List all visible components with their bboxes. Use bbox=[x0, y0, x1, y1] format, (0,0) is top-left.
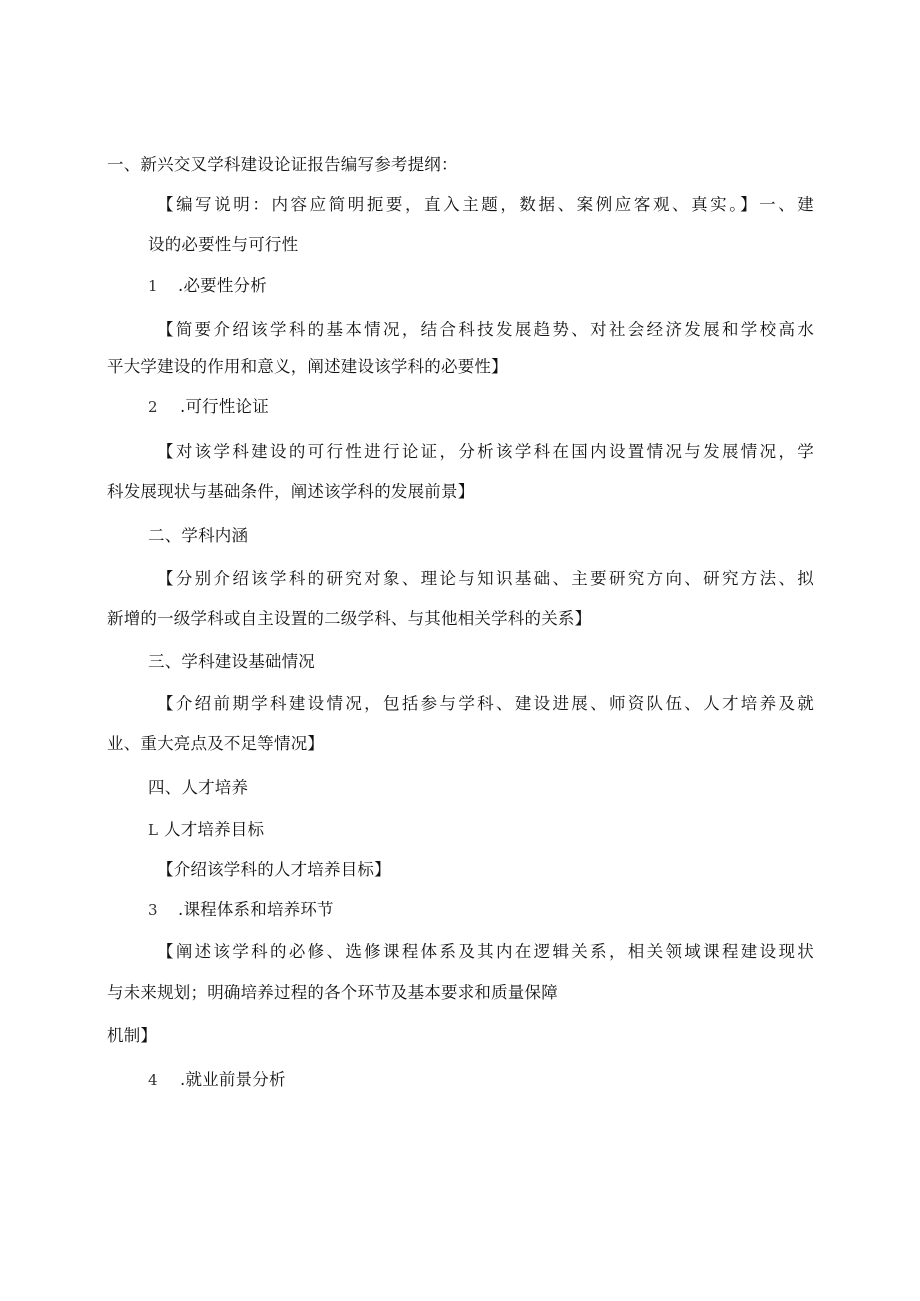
section-title: .必要性分析 bbox=[178, 276, 267, 295]
part-three-description-line-1: 【介绍前期学科建设情况，包括参与学科、建设进展、师资队伍、人才培养及就 bbox=[157, 694, 814, 713]
section-number: 4 bbox=[148, 1071, 158, 1089]
training-goal-description: 【介绍该学科的人才培养目标】 bbox=[157, 860, 391, 879]
necessity-description-line-2: 平大学建设的作用和意义，阐述建设该学科的必要性】 bbox=[107, 357, 508, 376]
part-two-description-line-1: 【分别介绍该学科的研究对象、理论与知识基础、主要研究方向、研究方法、拟 bbox=[157, 569, 814, 588]
section-title: 人才培养目标 bbox=[164, 820, 265, 839]
training-goal-heading bbox=[148, 819, 264, 841]
part-two-description-line-2: 新增的一级学科或自主设置的二级学科、与其他相关学科的关系】 bbox=[107, 609, 592, 628]
part-three-description-line-2: 业、重大亮点及不足等情况】 bbox=[107, 734, 325, 753]
section-number: 1 bbox=[148, 277, 158, 295]
section-number: 2 bbox=[148, 398, 158, 416]
part-three-heading: 三、学科建设基础情况 bbox=[148, 652, 315, 671]
section-title: .课程体系和培养环节 bbox=[178, 900, 334, 919]
document-heading: 一、新兴交叉学科建设论证报告编写参考提纲： bbox=[107, 155, 458, 174]
curriculum-description-line-3: 机制】 bbox=[107, 1026, 158, 1045]
writing-instruction-line-1: 【编写说明：内容应简明扼要，直入主题，数据、案例应客观、真实。】一、建 bbox=[157, 195, 814, 214]
part-two-heading: 二、学科内涵 bbox=[148, 526, 249, 545]
feasibility-description-line-2: 科发展现状与基础条件，阐述该学科的发展前景】 bbox=[107, 482, 475, 501]
feasibility-description-line-1: 【对该学科建设的可行性进行论证，分析该学科在国内设置情况与发展情况，学 bbox=[157, 442, 814, 461]
section-title: .就业前景分析 bbox=[180, 1070, 286, 1089]
part-four-heading: 四、人才培养 bbox=[148, 778, 249, 797]
curriculum-description-line-1: 【阐述该学科的必修、选修课程体系及其内在逻辑关系，相关领域课程建设现状 bbox=[157, 942, 814, 961]
section-number: L bbox=[148, 821, 159, 839]
section-number: 3 bbox=[148, 901, 158, 919]
section-title: .可行性论证 bbox=[180, 397, 269, 416]
employment-heading bbox=[148, 1069, 286, 1091]
curriculum-description-line-2: 与未来规划；明确培养过程的各个环节及基本要求和质量保障 bbox=[107, 983, 558, 1002]
section-feasibility-heading bbox=[148, 396, 269, 418]
writing-instruction-line-2: 设的必要性与可行性 bbox=[148, 235, 299, 254]
curriculum-heading bbox=[148, 899, 334, 921]
necessity-description-line-1: 【简要介绍该学科的基本情况，结合科技发展趋势、对社会经济发展和学校高水 bbox=[157, 320, 814, 339]
section-necessity-heading bbox=[148, 275, 267, 297]
